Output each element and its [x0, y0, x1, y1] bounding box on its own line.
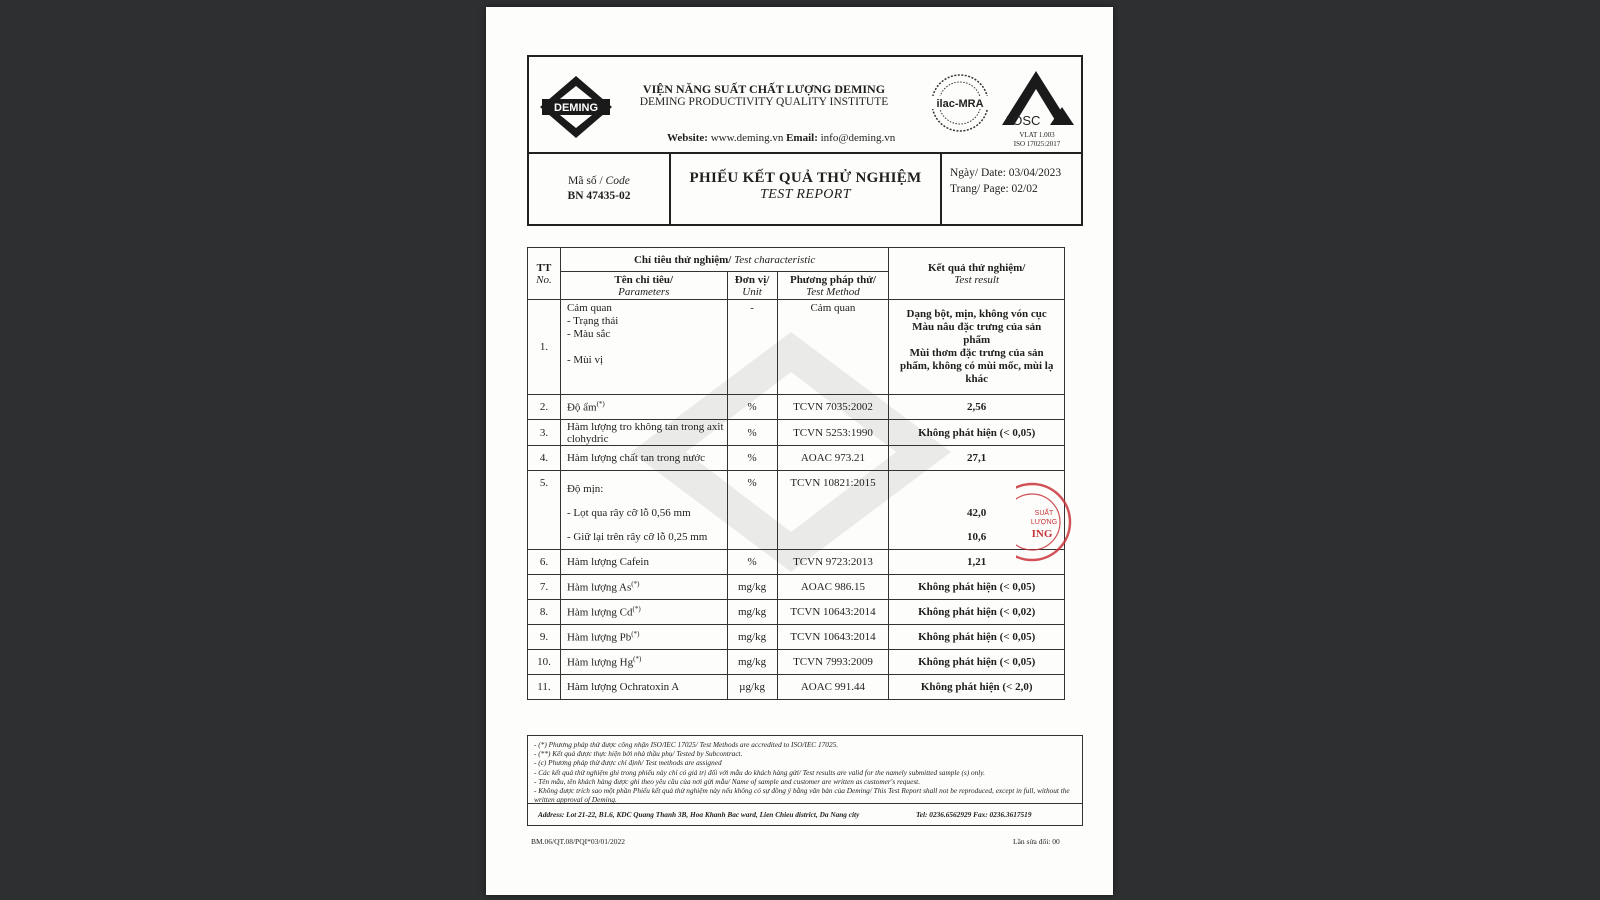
table-row	[528, 420, 1065, 446]
col-param-header	[560, 272, 727, 300]
accredited-mark: (*)	[631, 580, 640, 589]
row-param	[560, 471, 727, 550]
website-label: Website:	[667, 132, 708, 144]
note-line: - (c) Phương pháp thử được chỉ định/ Test methods are assigned	[534, 758, 722, 768]
contact-line	[667, 132, 895, 144]
table-row	[528, 650, 1065, 675]
row-result	[889, 300, 1065, 395]
table-row	[528, 446, 1065, 471]
accredited-mark: (*)	[632, 605, 641, 614]
accredited-mark: (*)	[596, 400, 605, 409]
param-text: Hàm lượng Cd	[566, 606, 633, 619]
row-unit: -	[727, 300, 777, 395]
row-param	[560, 446, 727, 471]
table-row	[528, 300, 1065, 395]
param-text: Hàm lượng As	[566, 581, 632, 594]
col-method-vn: Phương pháp thử/	[789, 273, 876, 286]
table-row	[528, 675, 1065, 700]
row-result: 2,56	[889, 395, 1065, 420]
param-text: Độ ẩm	[566, 401, 597, 414]
row-no: 3.	[528, 420, 561, 446]
param-line: - Lọt qua rây cỡ lỗ 0,56 mm	[566, 507, 691, 519]
param-line: - Mùi vị	[566, 354, 603, 366]
deming-logo-icon	[536, 74, 616, 140]
row-unit: mg/kg	[727, 650, 777, 675]
institute-name-vn: VIỆN NĂNG SUẤT CHẤT LƯỢNG DEMING	[642, 82, 886, 96]
row-result: Không phát hiện (< 0,05)	[889, 575, 1065, 600]
row-param	[560, 395, 727, 420]
row-method: TCVN 7993:2009	[777, 650, 889, 675]
aosc-standard: ISO 17025:2017	[1013, 140, 1061, 148]
row-param	[560, 575, 727, 600]
row-no: 5.	[528, 471, 561, 550]
param-line: - Giữ lại trên rây cỡ lỗ 0,25 mm	[566, 531, 708, 543]
email-label: Email:	[786, 132, 818, 144]
report-page: Trang/ Page: 02/02	[950, 183, 1038, 195]
row-no: 4.	[528, 446, 561, 471]
table-header-row	[528, 248, 1065, 272]
col-result-header	[889, 248, 1065, 300]
param-line: Độ mịn:	[566, 483, 604, 495]
col-param-vn: Tên chỉ tiêu/	[614, 273, 674, 286]
row-no: 9.	[528, 625, 561, 650]
row-param	[560, 675, 727, 700]
row-param	[560, 420, 727, 446]
row-unit: mg/kg	[727, 625, 777, 650]
row-unit: %	[727, 446, 777, 471]
document-page	[486, 7, 1113, 895]
company-stamp-icon	[1016, 479, 1072, 565]
phone-fax: Tel: 0236.6562929 Fax: 0236.3617519	[916, 810, 1032, 819]
footnotes	[527, 735, 1083, 804]
row-param	[560, 300, 727, 395]
accredited-mark: (*)	[631, 630, 640, 639]
note-line: - (*) Phương pháp thử được công nhận ISO/IEC 17025/ Test Methods are accredited to ISO/IEC 17025.	[534, 740, 839, 749]
code-label	[529, 174, 669, 189]
address-bar	[527, 804, 1083, 826]
row-unit: mg/kg	[727, 575, 777, 600]
row-unit: %	[727, 471, 777, 550]
param-text: Hàm lượng tro không tan trong axit clohydric	[566, 420, 724, 445]
svg-text:LƯỢNG: LƯỢNG	[1030, 519, 1058, 526]
row-param	[560, 550, 727, 575]
report-title-vn: PHIẾU KẾT QUẢ THỬ NGHIỆM	[689, 170, 922, 186]
row-param	[560, 625, 727, 650]
row-param	[560, 650, 727, 675]
row-unit: %	[727, 550, 777, 575]
row-method: TCVN 10643:2014	[777, 600, 889, 625]
row-method: TCVN 10821:2015	[777, 471, 889, 550]
col-unit-header	[727, 272, 777, 300]
note-line: - Không được trích sao một phần Phiếu kết quả thử nghiệm này nếu không có sự đồng ý bằng văn bản của Deming/ This Test Report shall not be reproduced, except in full, without the written approval of Deming.	[534, 786, 1070, 805]
row-method: TCVN 10643:2014	[777, 625, 889, 650]
param-line: - Màu sắc	[566, 328, 611, 340]
report-title-box	[671, 154, 942, 224]
row-result: 27,1	[889, 446, 1065, 471]
row-no: 6.	[528, 550, 561, 575]
note-line: - Các kết quả thử nghiệm ghi trong phiếu này chỉ có giá trị đối với mẫu do khách hàng gửi/ Test results are valid for the namely submitted sample (s) only.	[534, 767, 985, 777]
row-unit: %	[727, 395, 777, 420]
param-text: Hàm lượng Cafein	[566, 556, 649, 568]
row-unit: µg/kg	[727, 675, 777, 700]
results-table	[527, 247, 1065, 700]
code-label-vn: Mã số /	[568, 175, 606, 187]
group-header-vn: Chỉ tiêu thử nghiệm/	[633, 253, 735, 266]
col-group-header	[560, 248, 888, 272]
table-row	[528, 600, 1065, 625]
report-date: Ngày/ Date: 03/04/2023	[950, 167, 1062, 179]
table-row	[528, 550, 1065, 575]
param-text: Hàm lượng Hg	[566, 656, 634, 669]
col-method-header	[777, 272, 889, 300]
row-no: 2.	[528, 395, 561, 420]
code-value: BN 47435-02	[567, 190, 631, 202]
row-no: 7.	[528, 575, 561, 600]
row-no: 10.	[528, 650, 561, 675]
address-text: Address: Lot 21-22, B1.6, KDC Quang Thanh 3B, Hoa Khanh Bac ward, Lien Chieu district, Da Nang city	[538, 810, 860, 819]
result-line: Dạng bột, mịn, không vón cục	[906, 308, 1047, 320]
result-line: 10,6	[967, 531, 987, 543]
row-method: AOAC 991.44	[777, 675, 889, 700]
param-text: Hàm lượng chất tan trong nước	[566, 452, 706, 464]
col-method-en: Test Method	[806, 285, 860, 298]
table-row	[528, 575, 1065, 600]
col-param-en: Parameters	[618, 285, 670, 298]
ilac-text: ilac-MRA	[936, 98, 984, 110]
website-link[interactable]: www.deming.vn	[710, 132, 784, 144]
table-row	[528, 395, 1065, 420]
row-result: Không phát hiện (< 2,0)	[889, 675, 1065, 700]
col-result-en: Test result	[954, 273, 1000, 286]
result-line: 42,0	[967, 507, 987, 519]
row-result: Không phát hiện (< 0,05)	[889, 625, 1065, 650]
col-result-vn: Kết quả thử nghiệm/	[927, 261, 1026, 274]
row-result: Không phát hiện (< 0,05)	[889, 420, 1065, 446]
report-title-bar	[527, 154, 1083, 226]
row-no: 1.	[528, 300, 561, 395]
col-no-vn: TT	[536, 261, 552, 274]
note-line: - Tên mẫu, tên khách hàng được ghi theo yêu cầu của nơi gửi mẫu/ Name of sample and customer are written as customer's request.	[534, 776, 921, 786]
aosc-text: AOSC	[1003, 113, 1041, 128]
code-label-en: Code	[605, 175, 630, 187]
col-unit-vn: Đơn vị/	[734, 273, 770, 286]
svg-text:SUẤT: SUẤT	[1034, 510, 1054, 517]
ilac-mra-logo-icon	[928, 72, 992, 134]
row-no: 11.	[528, 675, 561, 700]
result-line: Mùi thơm đặc trưng của sản phẩm, không có mùi mốc, mùi lạ khác	[899, 347, 1054, 385]
report-code-box	[529, 154, 671, 224]
row-result: Không phát hiện (< 0,02)	[889, 600, 1065, 625]
row-param	[560, 600, 727, 625]
row-method: TCVN 9723:2013	[777, 550, 889, 575]
row-unit: mg/kg	[727, 600, 777, 625]
col-no-en: No.	[536, 273, 552, 286]
group-header-en: Test characteristic	[734, 253, 816, 266]
form-code: BM.06/QT.08/PQI*03/01/2022	[531, 837, 626, 846]
row-unit: %	[727, 420, 777, 446]
revision-number: Lần sửa đổi: 00	[1013, 837, 1060, 846]
param-line: - Trạng thái	[566, 315, 619, 327]
logo-text: DEMING	[554, 102, 598, 114]
row-result: 1,21	[889, 550, 1065, 575]
table-row	[528, 625, 1065, 650]
row-method: AOAC 973.21	[777, 446, 889, 471]
report-date-box	[950, 165, 1061, 197]
table-row	[528, 471, 1065, 550]
col-unit-en: Unit	[742, 285, 762, 298]
note-line: - (**) Kết quả được thực hiện bởi nhà thầu phụ/ Tested by Subcontract.	[534, 749, 743, 759]
aosc-accreditation-code: VLAT 1.003	[1019, 131, 1055, 139]
row-method: Cảm quan	[777, 300, 889, 395]
result-line: Màu nâu đặc trưng của sản phẩm	[912, 321, 1042, 346]
svg-text:ING: ING	[1031, 528, 1053, 540]
row-no: 8.	[528, 600, 561, 625]
accredited-mark: (*)	[633, 655, 642, 664]
letterhead	[527, 55, 1083, 154]
col-no-header	[528, 248, 561, 300]
institute-name-en: DEMING PRODUCTIVITY QUALITY INSTITUTE	[639, 96, 889, 108]
email-link[interactable]: info@deming.vn	[820, 132, 896, 144]
param-text: Hàm lượng Pb	[566, 631, 632, 644]
param-text: Hàm lượng Ochratoxin A	[566, 681, 680, 693]
row-method: TCVN 7035:2002	[777, 395, 889, 420]
row-method: AOAC 986.15	[777, 575, 889, 600]
param-line: Cảm quan	[566, 302, 612, 314]
row-result: Không phát hiện (< 0,05)	[889, 650, 1065, 675]
report-title-en: TEST REPORT	[760, 187, 851, 202]
row-method: TCVN 5253:1990	[777, 420, 889, 446]
